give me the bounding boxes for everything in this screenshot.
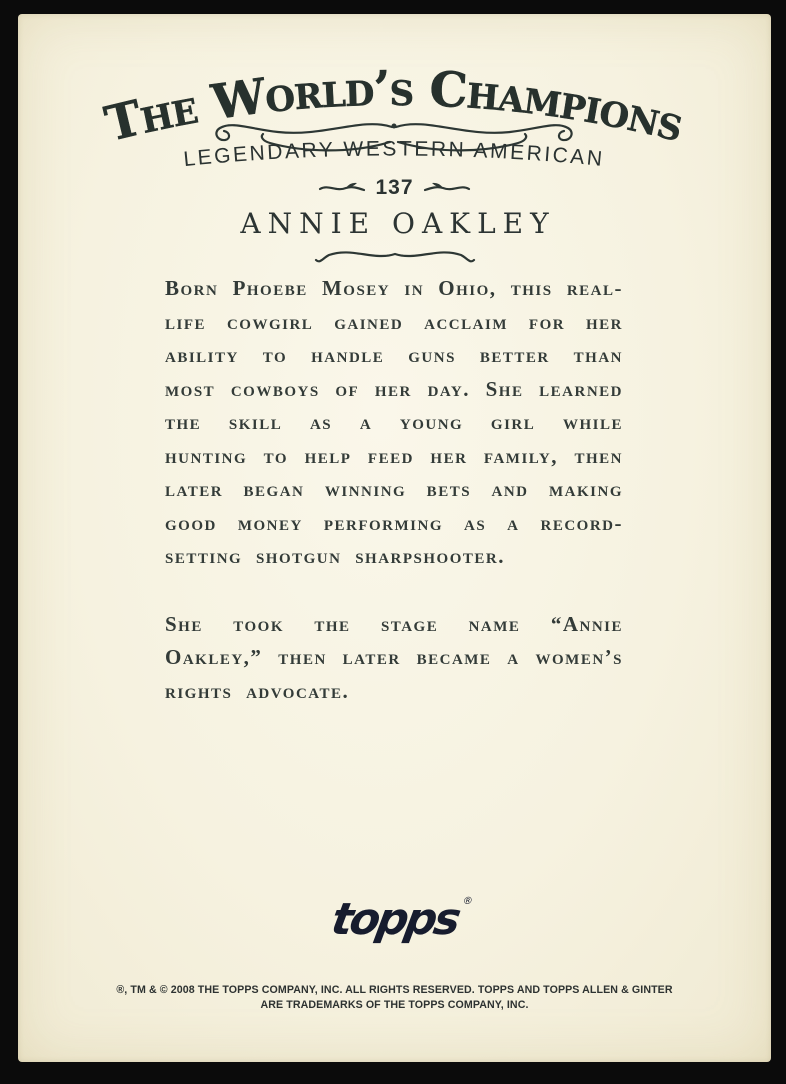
copyright-line-1: ®, TM & © 2008 THE TOPPS COMPANY, INC. ALL RIGHTS RESERVED. TOPPS AND TOPPS ALLEN & GINTER	[116, 984, 673, 996]
player-name: ANNIE OAKLEY	[240, 207, 556, 240]
topps-logo-wordmark: topps	[327, 894, 462, 945]
registered-trademark-icon: ®	[461, 896, 474, 907]
bio-paragraph-1: Born Phoebe Mosey in Ohio, this real-life cowgirl gained acclaim for her ability to handle guns better than most cowboys of her day. She learned the skill as a young girl while hunting to help feed her family, then later began winning bets and making good money performing as a record-setting shotgun sharpshooter.	[165, 276, 623, 568]
card-back	[18, 14, 771, 1062]
brand-title: The World’s Champions	[99, 60, 689, 153]
card-number: 137	[375, 176, 414, 199]
topps-logo	[18, 894, 771, 945]
card-number-left-flourish	[318, 181, 366, 195]
card-number-right-flourish	[423, 181, 471, 195]
copyright-footer	[37, 983, 752, 1013]
player-name-flourish	[310, 247, 480, 265]
bio-paragraph-2: She took the stage name “Annie Oakley,” then later became a women’s rights advocate.	[165, 611, 623, 703]
series-subtitle: LEGENDARY WESTERN AMERICAN	[182, 137, 606, 172]
copyright-line-2: ARE TRADEMARKS OF THE TOPPS COMPANY, INC.	[260, 999, 529, 1011]
card-number-row	[18, 177, 771, 199]
card-header-art	[18, 14, 771, 176]
biography-text	[165, 272, 623, 708]
